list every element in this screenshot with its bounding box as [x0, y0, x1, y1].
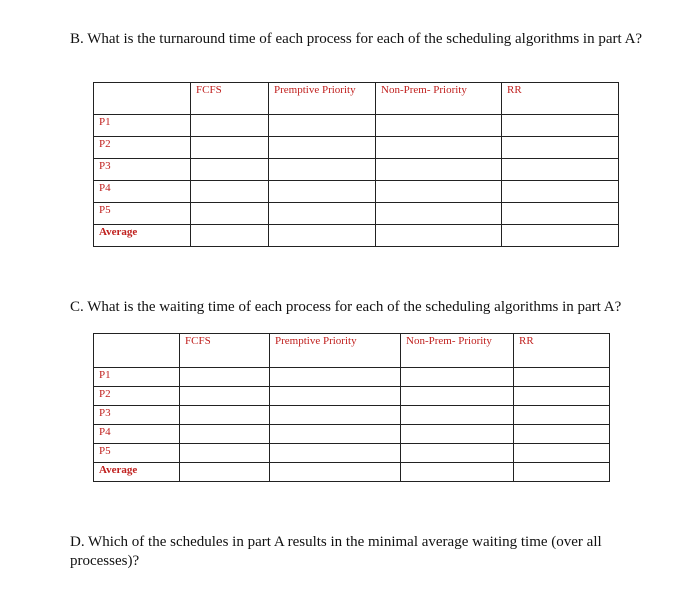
table-cell	[376, 203, 502, 225]
table-cell	[270, 387, 401, 406]
table-row	[94, 406, 610, 425]
table-cell	[269, 159, 376, 181]
table-cell	[502, 181, 619, 203]
table-row	[94, 463, 610, 482]
table-row	[94, 425, 610, 444]
table-cell	[502, 203, 619, 225]
row-label-p3: P3	[94, 406, 180, 425]
row-label-p4: P4	[94, 425, 180, 444]
table-cell	[502, 137, 619, 159]
table-cell	[376, 225, 502, 247]
table-cell	[401, 463, 514, 482]
table-cell	[376, 137, 502, 159]
header-blank-cell	[94, 83, 191, 115]
table-cell	[514, 368, 610, 387]
table-row	[94, 368, 610, 387]
row-label-p2: P2	[94, 137, 191, 159]
table-cell	[191, 203, 269, 225]
table-cell	[270, 463, 401, 482]
row-label-p1: P1	[94, 115, 191, 137]
table-row	[94, 115, 619, 137]
table-cell	[180, 387, 270, 406]
table-header-row	[94, 334, 610, 368]
table-cell	[514, 444, 610, 463]
table-cell	[180, 425, 270, 444]
table-cell	[401, 425, 514, 444]
table-cell	[514, 406, 610, 425]
header-blank-cell	[94, 334, 180, 368]
table-cell	[191, 115, 269, 137]
table-cell	[502, 159, 619, 181]
table-cell	[270, 444, 401, 463]
table-cell	[514, 425, 610, 444]
table-row	[94, 444, 610, 463]
table-row	[94, 137, 619, 159]
header-premptive-priority: Premptive Priority	[270, 334, 401, 368]
question-c: C. What is the waiting time of each process for each of the scheduling algorithms in part A?	[70, 299, 622, 315]
table-cell	[180, 463, 270, 482]
table-cell	[269, 115, 376, 137]
table-cell	[269, 225, 376, 247]
turnaround-time-table	[93, 82, 619, 247]
table-row	[94, 387, 610, 406]
row-label-p3: P3	[94, 159, 191, 181]
question-d: D. Which of the schedules in part A results in the minimal average waiting time (over all processes)?	[70, 534, 602, 569]
table-cell	[191, 137, 269, 159]
table-cell	[180, 444, 270, 463]
table-cell	[401, 368, 514, 387]
table-cell	[191, 159, 269, 181]
row-label-p2: P2	[94, 387, 180, 406]
row-label-average: Average	[94, 463, 180, 482]
table-cell	[180, 406, 270, 425]
table-cell	[502, 225, 619, 247]
row-label-p5: P5	[94, 203, 191, 225]
table-cell	[191, 181, 269, 203]
table-cell	[270, 425, 401, 444]
header-premptive-priority: Premptive Priority	[269, 83, 376, 115]
table-cell	[376, 115, 502, 137]
table-cell	[269, 203, 376, 225]
table-row	[94, 181, 619, 203]
table-cell	[502, 115, 619, 137]
table-header-row	[94, 83, 619, 115]
question-b: B. What is the turnaround time of each process for each of the scheduling algorithms in part A?	[70, 31, 643, 47]
table-cell	[269, 137, 376, 159]
header-fcfs: FCFS	[180, 334, 270, 368]
table-row	[94, 225, 619, 247]
table-cell	[270, 406, 401, 425]
row-label-p1: P1	[94, 368, 180, 387]
header-fcfs: FCFS	[191, 83, 269, 115]
table-cell	[401, 387, 514, 406]
row-label-p4: P4	[94, 181, 191, 203]
table-cell	[514, 387, 610, 406]
table-cell	[270, 368, 401, 387]
table-cell	[376, 159, 502, 181]
header-rr: RR	[514, 334, 610, 368]
table-row	[94, 159, 619, 181]
table-row	[94, 203, 619, 225]
table-cell	[401, 444, 514, 463]
header-non-prem-priority: Non-Prem- Priority	[401, 334, 514, 368]
table-cell	[269, 181, 376, 203]
table-cell	[514, 463, 610, 482]
row-label-average: Average	[94, 225, 191, 247]
row-label-p5: P5	[94, 444, 180, 463]
table-cell	[376, 181, 502, 203]
table-cell	[180, 368, 270, 387]
table-cell	[401, 406, 514, 425]
header-non-prem-priority: Non-Prem- Priority	[376, 83, 502, 115]
header-rr: RR	[502, 83, 619, 115]
table-cell	[191, 225, 269, 247]
waiting-time-table	[93, 333, 610, 482]
